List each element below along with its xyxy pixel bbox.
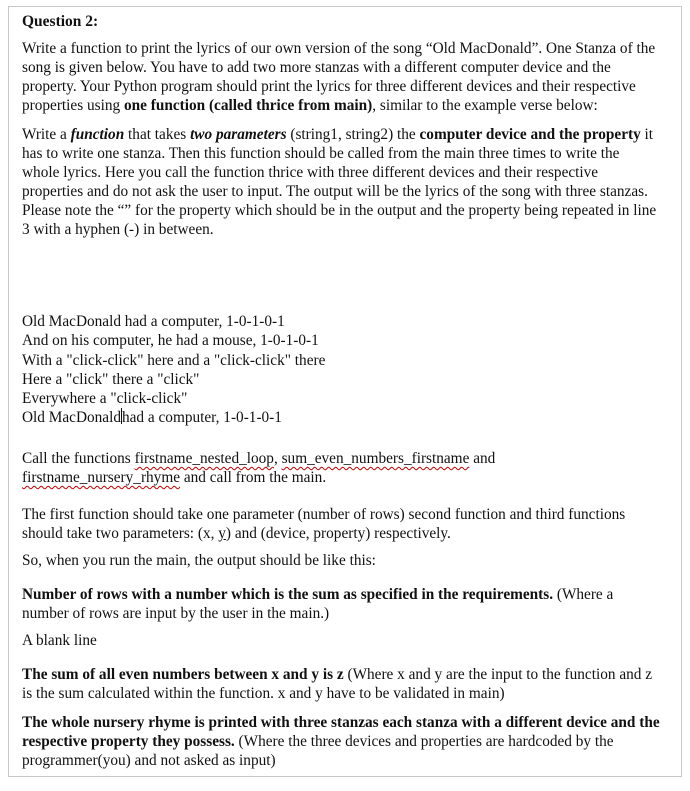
blank-line-label: A blank line <box>22 632 97 649</box>
req1-bold: Number of rows with a number which is the sum as specified in the requirements. <box>22 586 554 603</box>
para1-bold: one function (called thrice from main) <box>123 97 373 114</box>
req2-text: (Where x and y are the input to the function and z is the sum calculated within the function. x and y have to be validated in main) <box>22 666 653 702</box>
document-page <box>8 6 682 777</box>
call-functions-paragraph <box>22 449 662 487</box>
instructions-paragraph-2 <box>22 125 658 239</box>
lyric-line: With a "click-click" here and a "click-click" there <box>22 351 326 369</box>
instructions-paragraph-1 <box>22 39 658 115</box>
calls-text-3: and <box>469 450 496 467</box>
lyric-line: Here a "click" there a "click" <box>22 370 200 388</box>
req3-text: (Where the three devices and properties are hardcoded by the programmer(you) and not asked as input) <box>22 733 614 769</box>
lyric-line: Everywhere a "click-click" <box>22 390 188 408</box>
params-text-1: The first function should take one parameter (number of rows) second function and third functions should take two parameters: (x, <box>22 506 626 542</box>
lyric-line: And on his computer, he had a mouse, 1-0-1-0-1 <box>22 332 319 350</box>
calls-text-1: Call the functions <box>22 450 135 467</box>
function-name-3: firstname_nursery_rhyme <box>22 469 181 486</box>
lyric-last-part-b: had a computer, 1-0-1-0-1 <box>121 409 282 427</box>
req3-bold: The whole nursery rhyme is printed with three stanzas each stanza with a different device and the respective property they possess. <box>22 714 660 750</box>
para2-text-3: (string1, string2) the <box>286 126 420 143</box>
para2-device-property: computer device and the property <box>419 126 641 143</box>
para1-text: Write a function to print the lyrics of our own version of the song “Old MacDonald”. One Stanza of the song is given below. You have to add two more stanzas with a different computer device and the property. Your Python program should print the lyrics for three different devices and their respective properties using <box>22 40 656 114</box>
lyric-last-part-a: Old MacDonald <box>22 409 121 427</box>
question-heading: Question 2: <box>22 13 99 30</box>
params-y: y <box>218 525 226 542</box>
calls-text-2: , <box>273 450 282 467</box>
para2-text-4: it has to write one stanza. Then this function should be called from the main three times to write the whole lyrics. Here you call the function thrice with three different devices and their respective properties and do not ask the user to input. The output will be the lyrics of the song with three stanzas. Please note the “” for the property which should be in the output and the property being repeated in line 3 with a hyphen (-) in between. <box>22 126 657 238</box>
req2-bold: The sum of all even numbers between x and y is z <box>22 666 344 683</box>
requirement-rows <box>22 585 662 623</box>
para2-text-1: Write a <box>22 126 71 143</box>
lyrics-stanza <box>22 312 325 428</box>
params-text-2: ) and (device, property) respectively. <box>225 525 451 542</box>
req1-text: (Where a number of rows are input by the user in the main.) <box>22 586 614 622</box>
requirement-rhyme <box>22 713 662 770</box>
requirement-sum <box>22 665 662 703</box>
lyric-line: Old MacDonald had a computer, 1-0-1-0-1 <box>22 313 285 330</box>
parameters-paragraph <box>22 505 662 543</box>
para2-function-word: function <box>70 126 125 143</box>
para2-text-2: that takes <box>124 126 191 143</box>
output-intro: So, when you run the main, the output should be like this: <box>22 552 376 569</box>
function-name-1: firstname_nested_loop <box>134 450 274 467</box>
para1-text-end: , similar to the example verse below: <box>372 97 598 114</box>
instructions-box <box>22 39 658 239</box>
para2-two-parameters: two parameters <box>190 126 287 143</box>
lyric-line-last <box>22 408 325 427</box>
function-name-2: sum_even_numbers_firstname <box>281 450 470 467</box>
calls-text-4: and call from the main. <box>180 469 327 486</box>
